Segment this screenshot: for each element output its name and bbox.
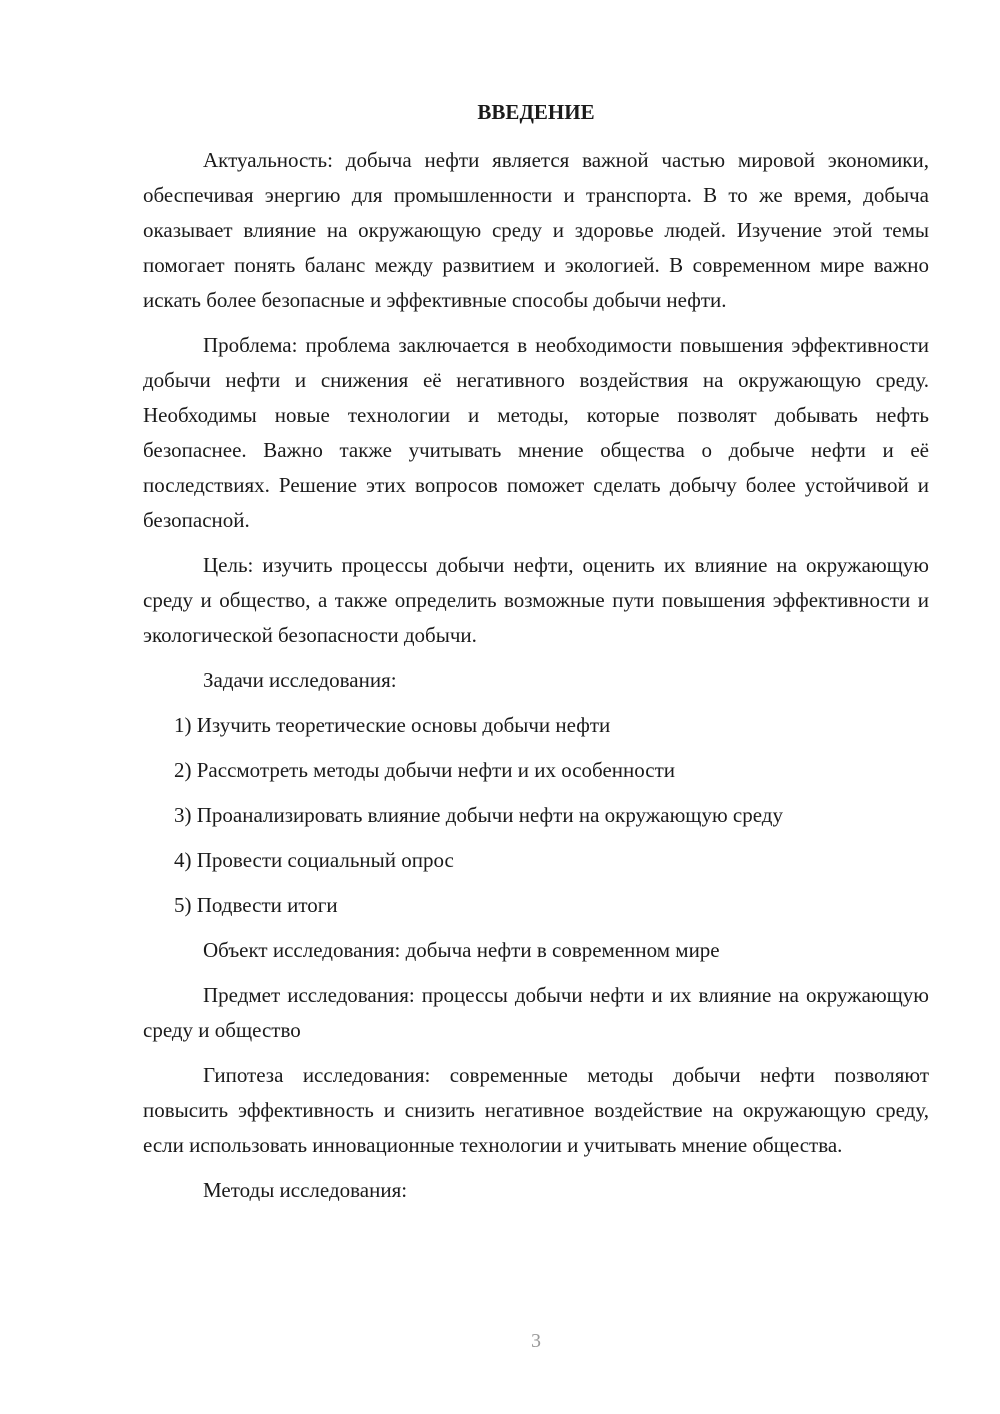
page-number: 3 [531, 1330, 541, 1352]
list-item: 1) Изучить теоретические основы добычи нефти [174, 713, 611, 737]
hypothesis-paragraph: Гипотеза исследования: современные методы добычи нефти позволяют повысить эффективность и снизить негативное воздействие на окружающую среду, если использовать инновационные технологии и учитывать мнение общества. [143, 1063, 929, 1157]
list-item: 3) Проанализировать влияние добычи нефти на окружающую среду [174, 803, 783, 827]
document-body [143, 143, 929, 1218]
page-title: ВВЕДЕНИЕ [477, 100, 595, 124]
subject-paragraph: Предмет исследования: процессы добычи нефти и их влияние на окружающую среду и общество [143, 983, 929, 1042]
tasks-heading: Задачи исследования: [203, 668, 397, 692]
goal-paragraph: Цель: изучить процессы добычи нефти, оценить их влияние на окружающую среду и общество, а также определить возможные пути повышения эффективности и экологической безопасности добычи. [143, 553, 929, 647]
relevance-paragraph: Актуальность: добыча нефти является важной частью мировой экономики, обеспечивая энергию для промышленности и транспорта. В то же время, добыча оказывает влияние на окружающую среду и здоровье людей. Изучение этой темы помогает понять баланс между развитием и экологией. В современном мире важно искать более безопасные и эффективные способы добычи нефти. [143, 148, 929, 312]
list-item: 4) Провести социальный опрос [174, 848, 454, 872]
methods-heading: Методы исследования: [203, 1178, 408, 1202]
tasks-list [143, 708, 929, 923]
list-item: 5) Подвести итоги [174, 893, 338, 917]
object-paragraph: Объект исследования: добыча нефти в современном мире [203, 938, 720, 962]
list-item: 2) Рассмотреть методы добычи нефти и их особенности [174, 758, 676, 782]
problem-paragraph: Проблема: проблема заключается в необходимости повышения эффективности добычи нефти и снижения её негативного воздействия на окружающую среду. Необходимы новые технологии и методы, которые позволят добывать нефть безопаснее. Важно также учитывать мнение общества о добыче нефти и её последствиях. Решение этих вопросов поможет сделать добычу более устойчивой и безопасной. [143, 333, 929, 532]
